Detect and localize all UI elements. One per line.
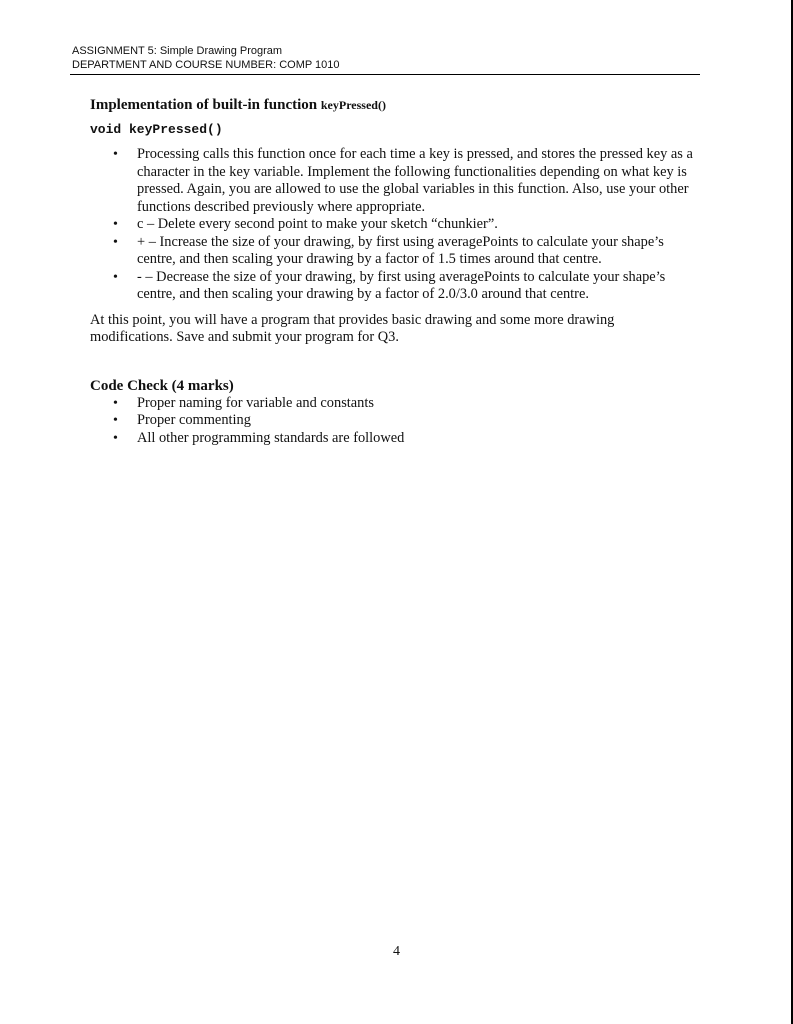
code-check-bullet-list bbox=[90, 395, 700, 448]
header-assignment: ASSIGNMENT 5: Simple Drawing Program bbox=[72, 45, 283, 57]
page-number: 4 bbox=[393, 944, 400, 959]
code-check-section bbox=[90, 377, 700, 448]
page-header bbox=[72, 44, 700, 72]
section-title-code-check: Code Check (4 marks) bbox=[90, 377, 234, 394]
list-item: • Proper commenting bbox=[113, 412, 251, 428]
bullet-icon: • bbox=[113, 430, 118, 446]
list-item: • - – Decrease the size of your drawing, by first using averagePoints to calculate your shape’s centre, and then scaling your drawing by a factor of 2.0/3.0 around that centre. bbox=[113, 268, 666, 302]
bullet-icon: • bbox=[113, 413, 118, 428]
bullet-icon: • bbox=[113, 269, 118, 285]
summary-paragraph: At this point, you will have a program that provides basic drawing and some more drawing modifications. Save and submit your program for Q3. bbox=[90, 311, 615, 345]
list-item: • c – Delete every second point to make your sketch “chunkier”. bbox=[113, 216, 498, 232]
header-divider bbox=[70, 74, 700, 75]
bullet-icon: • bbox=[113, 147, 118, 162]
section-title-function-name: keyPressed() bbox=[320, 98, 386, 112]
section-title-keypressed: Implementation of built-in function keyPressed() bbox=[90, 97, 386, 113]
function-signature: void keyPressed() bbox=[90, 122, 223, 137]
bullet-icon: • bbox=[113, 234, 118, 250]
list-item: • + – Increase the size of your drawing, by first using averagePoints to calculate your shape’s centre, and then scaling your drawing by a factor of 1.5 times around that centre. bbox=[113, 233, 664, 267]
list-item: • All other programming standards are followed bbox=[113, 429, 405, 446]
list-item: • Proper naming for variable and constants bbox=[113, 394, 374, 411]
bullet-icon: • bbox=[113, 395, 118, 411]
page-content bbox=[90, 96, 700, 447]
header-department: DEPARTMENT AND COURSE NUMBER: COMP 1010 bbox=[72, 59, 340, 71]
keypressed-bullet-list bbox=[90, 146, 700, 304]
bullet-icon: • bbox=[113, 217, 118, 232]
list-item: • Processing calls this function once for each time a key is pressed, and stores the pressed key as a character in the key variable. Implement the following functionalities depending on what key is pressed. Again, you are allowed to use the global variables in this function. Also, use your other functions described previously where appropriate. bbox=[113, 146, 693, 215]
